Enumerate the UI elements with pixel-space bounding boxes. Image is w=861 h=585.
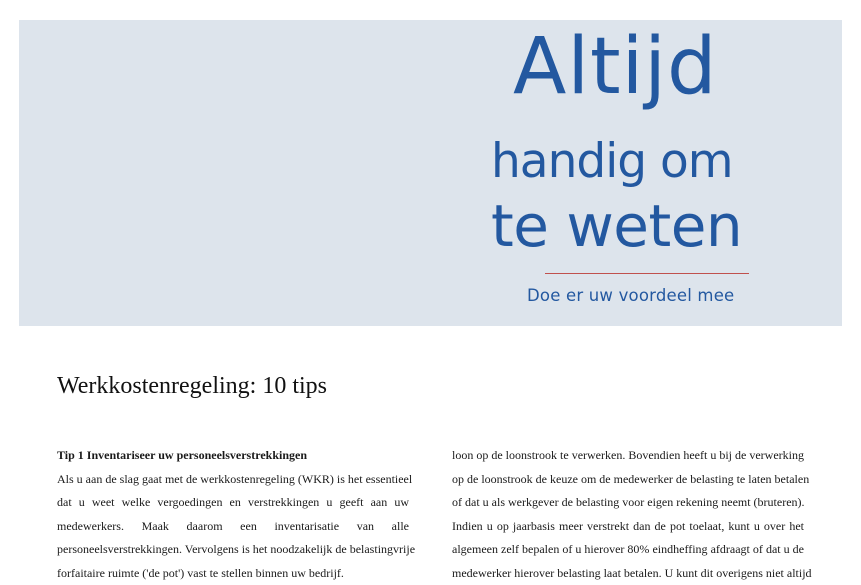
body-line: Indien u op jaarbasis meer verstrekt dan de pot toelaat, kunt u over het — [452, 515, 804, 539]
brand-line-2: handig om — [491, 138, 733, 185]
body-line: algemeen zelf bepalen of u hierover 80% eindheffing afdraagt of dat u de — [452, 538, 804, 562]
header-banner — [19, 20, 842, 326]
body-line: Als u aan de slag gaat met de werkkostenregeling (WKR) is het essentieel — [57, 468, 409, 492]
body-line: op de loonstrook de keuze om de medewerker de belasting te laten betalen — [452, 468, 804, 492]
body-line: medewerkers. Maak daarom een inventarisatie van alle — [57, 515, 409, 539]
brand-line-3: te weten — [491, 197, 742, 255]
body-line: dat u weet welke vergoedingen en verstrekkingen u geeft aan uw — [57, 491, 409, 515]
left-column — [57, 444, 409, 585]
brand-tagline: Doe er uw voordeel mee — [527, 286, 734, 305]
body-line: loon op de loonstrook te verwerken. Bovendien heeft u bij de verwerking — [452, 444, 804, 468]
body-line: forfaitaire ruimte ('de pot') vast te stellen binnen uw bedrijf. — [57, 562, 409, 585]
brand-divider — [545, 273, 749, 274]
brand-logo — [489, 20, 841, 326]
document-title: Werkkostenregeling: 10 tips — [57, 373, 327, 400]
body-line: medewerker hierover belasting laat betalen. U kunt dit overigens niet altijd — [452, 562, 804, 585]
body-line: personeelsverstrekkingen. Vervolgens is het noodzakelijk de belastingvrije — [57, 538, 409, 562]
brand-line-1: Altijd — [513, 28, 717, 106]
right-column — [452, 444, 804, 585]
tip-heading: Tip 1 Inventariseer uw personeelsverstrekkingen — [57, 444, 409, 468]
body-line: of dat u als werkgever de belasting voor eigen rekening neemt (bruteren). — [452, 491, 804, 515]
